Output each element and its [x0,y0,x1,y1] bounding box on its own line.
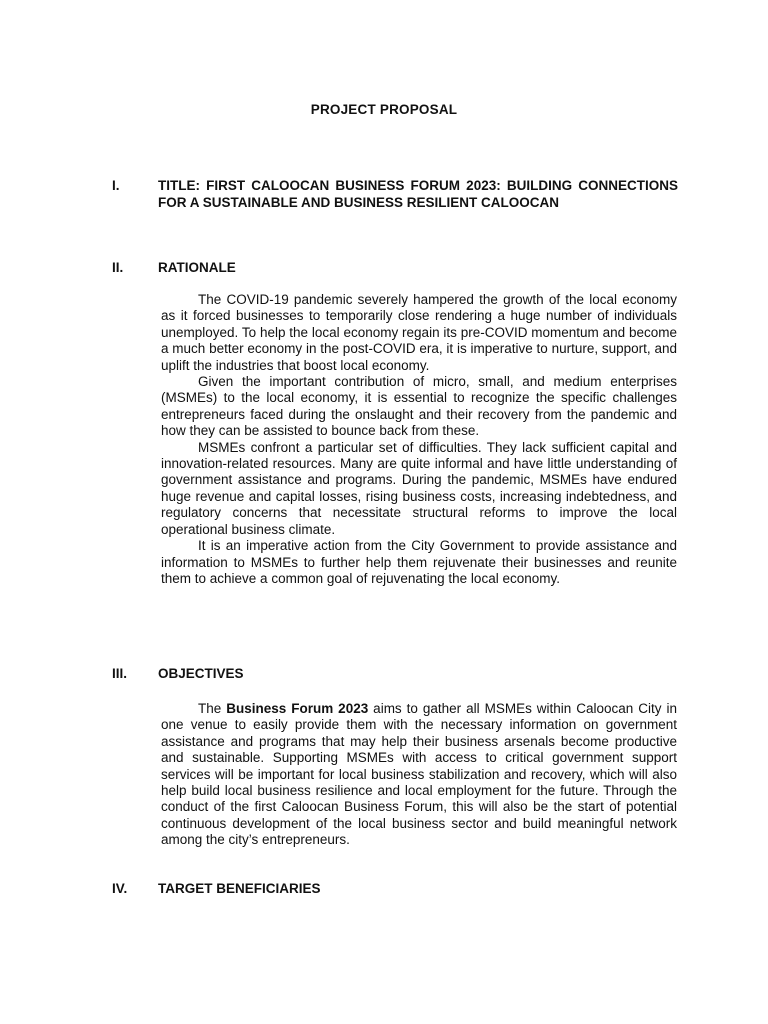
section-number: III. [112,666,128,681]
paragraph: The COVID-19 pandemic severely hampered the growth of the local economy as it forced businesses to temporarily close rendering a huge number of individuals unemployed. To help the local economy regain its pre-COVID momentum and become a much better economy in the post-COVID era, it is imperative to nurture, support, and uplift the industries that boost local economy. [161,292,677,373]
document-heading: PROJECT PROPOSAL [310,102,458,117]
paragraph: Given the important contribution of micro, small, and medium enterprises (MSMEs) to the local economy, it is essential to recognize the specific challenges entrepreneurs faced during the onslaught and their recovery from the pandemic and how they can be assisted to bounce back from these. [161,374,677,439]
section-number: IV. [112,881,128,896]
section-heading: OBJECTIVES [158,666,244,681]
forum-name: Business Forum 2023 [226,701,369,716]
section-number: II. [112,260,124,275]
section-number: I. [112,178,120,193]
section-heading: TITLE: FIRST CALOOCAN BUSINESS FORUM 2023: BUILDING CONNECTIONS FOR A SUSTAINABLE AND BUSINESS RESILIENT CALOOCAN [158,178,678,210]
paragraph [161,701,677,849]
section-heading: TARGET BENEFICIARIES [158,881,321,896]
objectives-body [161,701,677,849]
paragraph: MSMEs confront a particular set of difficulties. They lack sufficient capital and innovation-related resources. Many are quite informal and have little understanding of government assistance and programs. During the pandemic, MSMEs have endured huge revenue and capital losses, rising business costs, increasing indebtedness, and regulatory concerns that necessitate structural reforms to improve the local operational business climate. [161,439,677,537]
paragraph-prefix: The [198,701,227,716]
section-heading: RATIONALE [158,260,236,275]
paragraph: It is an imperative action from the City Government to provide assistance and information to MSMEs to further help them rejuvenate their businesses and reunite them to achieve a common goal of rejuvenating the local economy. [161,538,677,586]
rationale-body [161,292,677,587]
paragraph-text: aims to gather all MSMEs within Caloocan City in one venue to easily provide them with the necessary information on government assistance and programs that may help their business arsenals become productive and sustainable. Supporting MSMEs with access to critical government support services will be important for local business stabilization and recovery, which will also help build local business resilience and local employment for the future. Through the conduct of the first Caloocan Business Forum, this will also be the start of potential continuous development of the local business sector and build meaningful network among the city’s entrepreneurs. [161,701,677,848]
